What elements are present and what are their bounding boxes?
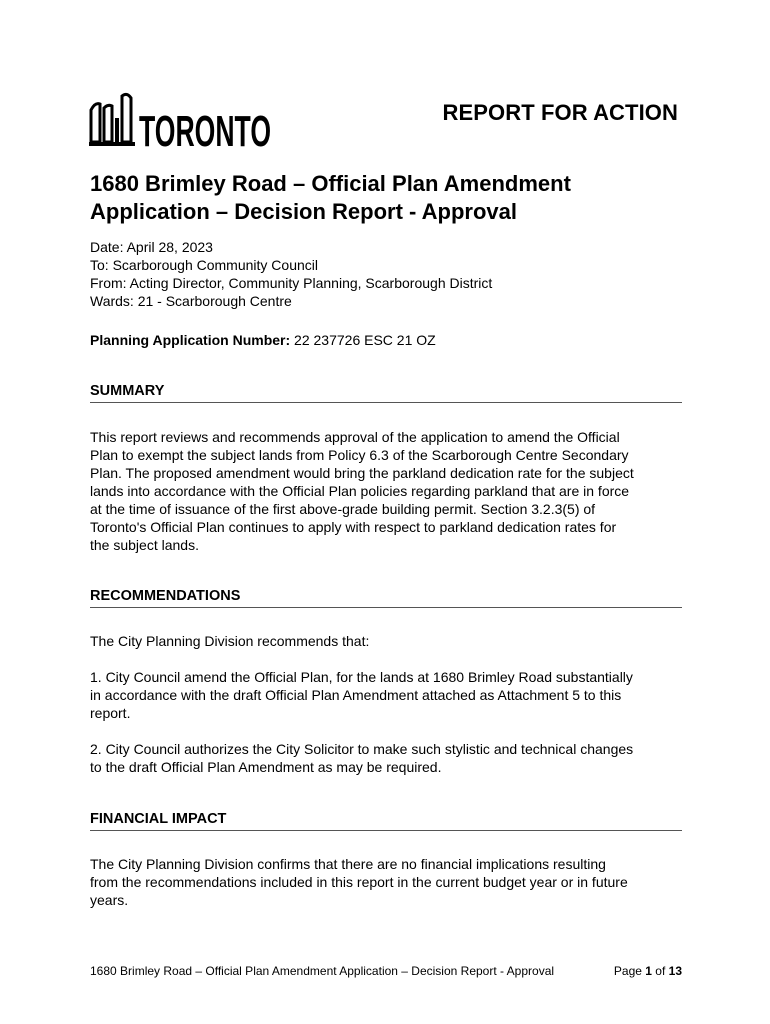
page-of: of xyxy=(651,964,669,978)
text-line: lands into accordance with the Official Plan policies regarding parkland that are in force xyxy=(90,483,630,499)
page-title xyxy=(90,170,690,226)
text-line: Toronto's Official Plan continues to apply with respect to parkland dedication rates for xyxy=(90,519,617,535)
text-line: years. xyxy=(90,892,129,908)
meta-date: Date: April 28, 2023 xyxy=(90,239,213,255)
report-metadata xyxy=(90,238,492,310)
text-line: Plan to exempt the subject lands from Policy 6.3 of the Scarborough Centre Secondary xyxy=(90,447,629,463)
recommendations-intro: The City Planning Division recommends that: xyxy=(90,633,370,649)
text-line: report. xyxy=(90,705,131,721)
text-line: 1. City Council amend the Official Plan, for the lands at 1680 Brimley Road substantially xyxy=(90,669,633,685)
page-word: Page xyxy=(613,964,646,978)
report-type-label: REPORT FOR ACTION xyxy=(442,100,678,125)
application-number-value: 22 237726 ESC 21 OZ xyxy=(290,332,436,348)
text-line: to the draft Official Plan Amendment as may be required. xyxy=(90,759,442,775)
text-line: in accordance with the draft Official Plan Amendment attached as Attachment 5 to this xyxy=(90,687,622,703)
recommendations-heading: RECOMMENDATIONS xyxy=(90,587,682,608)
meta-to: To: Scarborough Community Council xyxy=(90,257,318,273)
recommendation-item-1 xyxy=(90,668,686,722)
application-number-label: Planning Application Number: xyxy=(90,332,291,348)
page-number xyxy=(614,963,682,979)
text-line: The City Planning Division confirms that there are no financial implications resulting xyxy=(90,856,606,872)
city-hall-logo-icon xyxy=(89,92,279,156)
financial-impact-heading: FINANCIAL IMPACT xyxy=(90,810,682,831)
meta-wards: Wards: 21 - Scarborough Centre xyxy=(90,293,292,309)
text-line: 2. City Council authorizes the City Solicitor to make such stylistic and technical changes xyxy=(90,741,634,757)
text-line: the subject lands. xyxy=(90,537,199,553)
text-line: from the recommendations included in this report in the current budget year or in future xyxy=(90,874,628,890)
recommendation-item-2 xyxy=(90,740,686,776)
text-line: at the time of issuance of the first above-grade building permit. Section 3.2.3(5) of xyxy=(90,501,596,517)
planning-application-number xyxy=(90,331,436,349)
page-current: 1 xyxy=(645,964,652,978)
logo-wordmark: TORONTO xyxy=(139,107,271,156)
text-line: Plan. The proposed amendment would bring the parkland dedication rate for the subject xyxy=(90,465,634,481)
financial-impact-paragraph xyxy=(90,855,686,909)
toronto-logo xyxy=(89,92,279,156)
meta-from: From: Acting Director, Community Planning, Scarborough District xyxy=(90,275,493,291)
summary-heading: SUMMARY xyxy=(90,382,682,403)
footer-document-title: 1680 Brimley Road – Official Plan Amendment Application – Decision Report - Approval xyxy=(90,964,555,978)
text-line: This report reviews and recommends approval of the application to amend the Official xyxy=(90,429,620,445)
page-total: 13 xyxy=(668,964,682,978)
title-line: 1680 Brimley Road – Official Plan Amendment xyxy=(90,171,571,196)
title-line: Application – Decision Report - Approval xyxy=(90,199,518,224)
summary-paragraph xyxy=(90,428,686,554)
